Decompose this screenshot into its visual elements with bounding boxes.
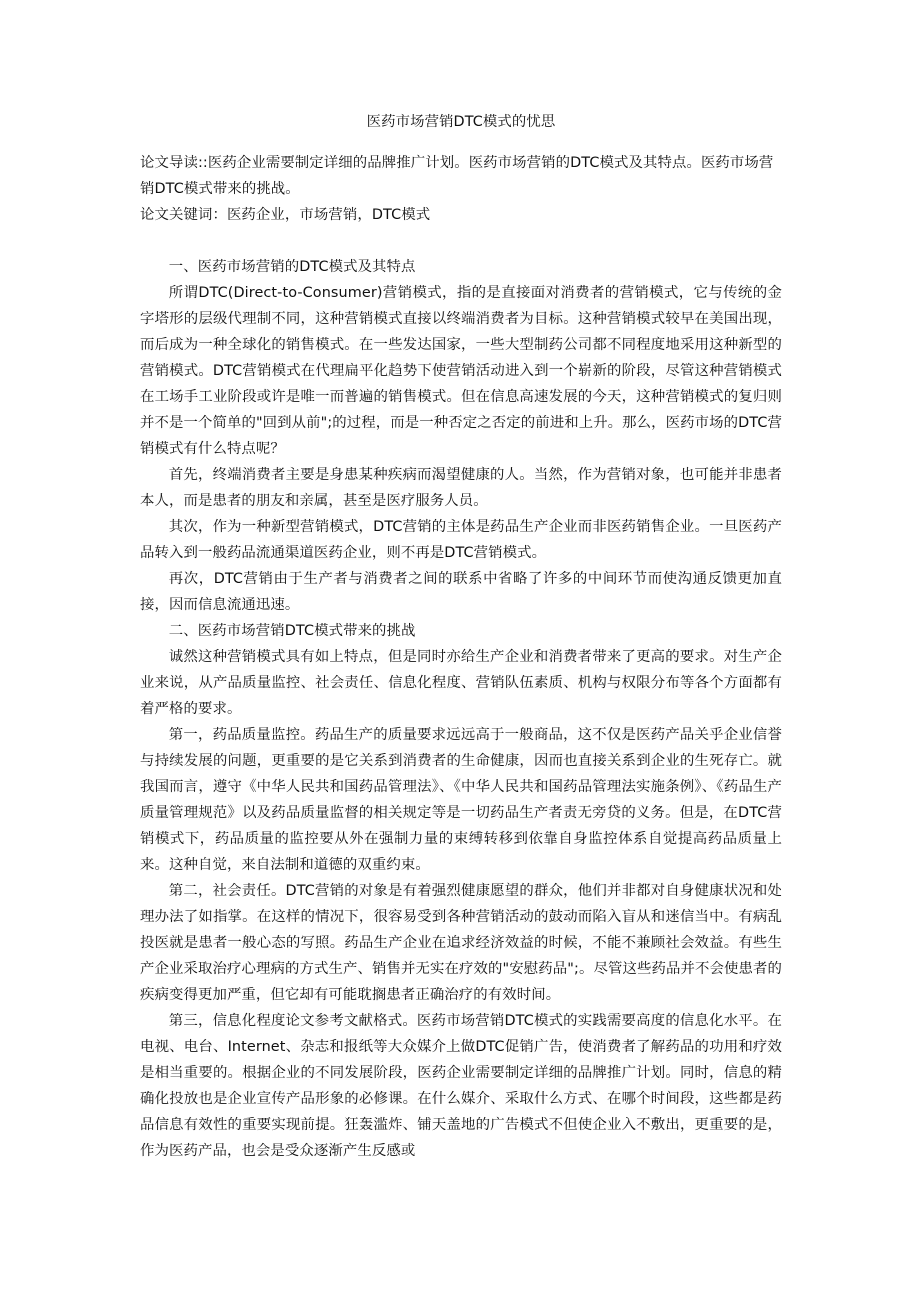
paragraph: 所谓DTC(Direct-to-Consumer)营销模式，指的是直接面对消费者的营销模式，它与传统的金字塔形的层级代理制不同，这种营销模式直接以终端消费者为目标。这种营销模式较早在美国出现，而后成为一种全球化的销售模式。在一些发达国家，一些大型制药公司都不同程度地采用这种新型的营销模式。DTC营销模式在代理扁平化趋势下使营销活动进入到一个崭新的阶段，尽管这种营销模式在工场手工业阶段或许是唯一而普遍的销售模式。但在信息高速发展的今天，这种营销模式的复归则并不是一个简单的"回到从前";的过程，而是一种否定之否定的前进和上升。那么，医药市场的DTC营销模式有什么特点呢？ (140, 285, 782, 457)
document-title: 医药市场营销DTC模式的忧思 (366, 114, 556, 130)
document-body (140, 109, 782, 1164)
blank-line (140, 228, 782, 254)
paragraph: 再次，DTC营销由于生产者与消费者之间的联系中省略了许多的中间环节而使沟通反馈更加直接，因而信息流通迅速。 (140, 571, 782, 613)
paragraph: 第二，社会责任。DTC营销的对象是有着强烈健康愿望的群众，他们并非都对自身健康状况和处理办法了如指掌。在这样的情况下，很容易受到各种营销活动的鼓动而陷入盲从和迷信当中。有病乱投医就是患者一般心态的写照。药品生产企业在追求经济效益的时候，不能不兼顾社会效益。有些生产企业采取治疗心理病的方式生产、销售并无实在疗效的"安慰药品";。尽管这些药品并不会使患者的疾病变得更加严重，但它却有可能耽搁患者正确治疗的有效时间。 (140, 883, 782, 1003)
paragraph: 第一，药品质量监控。药品生产的质量要求远远高于一般商品，这不仅是医药产品关乎企业信誉与持续发展的问题，更重要的是它关系到消费者的生命健康，因而也直接关系到企业的生死存亡。就我国而言，遵守《中华人民共和国药品管理法》、《中华人民共和国药品管理法实施条例》、《药品生产质量管理规范》以及药品质量监督的相关规定等是一切药品生产者责无旁贷的义务。但是，在DTC营销模式下，药品质量的监控要从外在强制力量的束缚转移到依靠自身监控体系自觉提高药品质量上来。这种自觉，来自法制和道德的双重约束。 (140, 727, 782, 873)
paragraph: 其次，作为一种新型营销模式，DTC营销的主体是药品生产企业而非医药销售企业。一旦医药产品转入到一般药品流通渠道医药企业，则不再是DTC营销模式。 (140, 519, 782, 561)
paragraph: 第三，信息化程度论文参考文献格式。医药市场营销DTC模式的实践需要高度的信息化水平。在电视、电台、Internet、杂志和报纸等大众媒介上做DTC促销广告，使消费者了解药品的功用和疗效是相当重要的。根据企业的不同发展阶段，医药企业需要制定详细的品牌推广计划。同时，信息的精确化投放也是企业宣传产品形象的必修课。在什么媒介、采取什么方式、在哪个时间段，这些都是药品信息有效性的重要实现前提。狂轰滥炸、铺天盖地的广告模式不但使企业入不敷出，更重要的是，作为医药产品，也会是受众逐渐产生反感或 (140, 1013, 782, 1159)
paragraph: 诚然这种营销模式具有如上特点，但是同时亦给生产企业和消费者带来了更高的要求。对生产企业来说，从产品质量监控、社会责任、信息化程度、营销队伍素质、机构与权限分布等各个方面都有着严格的要求。 (140, 649, 782, 717)
section-heading-2: 二、医药市场营销DTC模式带来的挑战 (168, 623, 416, 639)
paper-keywords: 论文关键词：医药企业，市场营销，DTC模式 (140, 207, 431, 223)
section-heading-1: 一、医药市场营销的DTC模式及其特点 (168, 259, 416, 275)
paragraph: 首先，终端消费者主要是身患某种疾病而渴望健康的人。当然，作为营销对象，也可能并非患者本人，而是患者的朋友和亲属，甚至是医疗服务人员。 (140, 467, 782, 509)
paper-guide: 论文导读::医药企业需要制定详细的品牌推广计划。医药市场营销的DTC模式及其特点。医药市场营销DTC模式带来的挑战。 (140, 155, 774, 197)
